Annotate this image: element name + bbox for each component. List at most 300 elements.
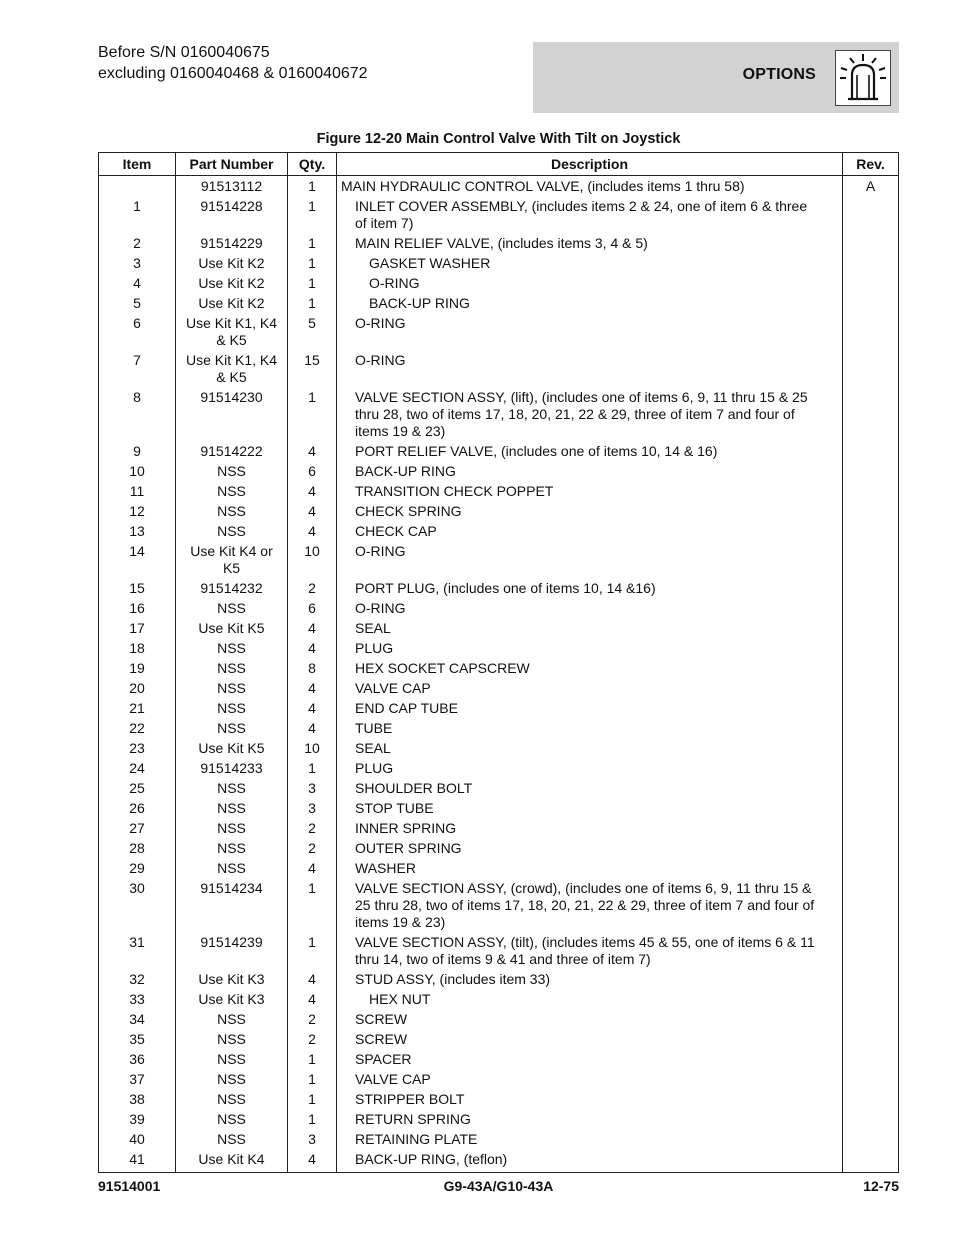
description-text: BACK-UP RING, (teflon) bbox=[355, 1150, 508, 1167]
table-row bbox=[99, 293, 899, 313]
cell-part-number: 91514233 bbox=[176, 758, 288, 778]
cell-item: 41 bbox=[99, 1149, 176, 1172]
cell-qty: 1 bbox=[288, 758, 337, 778]
cell-rev bbox=[843, 521, 899, 541]
cell-part-number: NSS bbox=[176, 638, 288, 658]
table-row bbox=[99, 233, 899, 253]
cell-qty: 1 bbox=[288, 1109, 337, 1129]
description-text: MAIN RELIEF VALVE, (includes items 3, 4 & 5) bbox=[355, 234, 648, 251]
cell-description bbox=[337, 253, 843, 273]
cell-part-number: NSS bbox=[176, 1109, 288, 1129]
cell-qty: 4 bbox=[288, 969, 337, 989]
table-row bbox=[99, 778, 899, 798]
description-text: SHOULDER BOLT bbox=[355, 779, 473, 796]
cell-item: 34 bbox=[99, 1009, 176, 1029]
cell-part-number: NSS bbox=[176, 481, 288, 501]
cell-rev bbox=[843, 196, 899, 233]
cell-item: 35 bbox=[99, 1029, 176, 1049]
cell-rev bbox=[843, 233, 899, 253]
cell-description bbox=[337, 233, 843, 253]
cell-item: 10 bbox=[99, 461, 176, 481]
cell-item: 14 bbox=[99, 541, 176, 578]
cell-description bbox=[337, 1149, 843, 1172]
cell-rev bbox=[843, 1049, 899, 1069]
table-row bbox=[99, 441, 899, 461]
cell-rev bbox=[843, 969, 899, 989]
cell-qty: 4 bbox=[288, 718, 337, 738]
table-row bbox=[99, 1029, 899, 1049]
description-text: VALVE SECTION ASSY, (lift), (includes one of items 6, 9, 11 thru 15 & 25 thru 28, two of items 17, 18, 20, 21, 22 & 29, three of item 7 and four of items 19 & 23) bbox=[355, 388, 808, 439]
cell-rev bbox=[843, 461, 899, 481]
cell-description bbox=[337, 196, 843, 233]
cell-description bbox=[337, 738, 843, 758]
table-row bbox=[99, 989, 899, 1009]
cell-item: 33 bbox=[99, 989, 176, 1009]
description-text: INLET COVER ASSEMBLY, (includes items 2 & 24, one of item 6 & three of item 7) bbox=[355, 197, 808, 231]
cell-part-number: NSS bbox=[176, 1089, 288, 1109]
cell-item: 2 bbox=[99, 233, 176, 253]
cell-description bbox=[337, 969, 843, 989]
cell-qty: 4 bbox=[288, 501, 337, 521]
cell-part-number: NSS bbox=[176, 1049, 288, 1069]
cell-part-number: Use Kit K2 bbox=[176, 273, 288, 293]
cell-qty: 4 bbox=[288, 638, 337, 658]
table-row bbox=[99, 481, 899, 501]
cell-part-number: NSS bbox=[176, 461, 288, 481]
cell-description bbox=[337, 387, 843, 441]
cell-qty: 1 bbox=[288, 196, 337, 233]
table-row bbox=[99, 541, 899, 578]
cell-part-number: 91514232 bbox=[176, 578, 288, 598]
cell-part-number: NSS bbox=[176, 521, 288, 541]
table-row bbox=[99, 1149, 899, 1172]
cell-part-number: Use Kit K5 bbox=[176, 738, 288, 758]
cell-qty: 1 bbox=[288, 176, 337, 197]
cell-part-number: 91514239 bbox=[176, 932, 288, 969]
cell-part-number: Use Kit K1, K4 & K5 bbox=[176, 350, 288, 387]
cell-rev bbox=[843, 738, 899, 758]
table-row bbox=[99, 798, 899, 818]
cell-item: 25 bbox=[99, 778, 176, 798]
table-row bbox=[99, 969, 899, 989]
table-row bbox=[99, 638, 899, 658]
cell-description bbox=[337, 878, 843, 932]
description-text: PORT PLUG, (includes one of items 10, 14 &16) bbox=[355, 579, 656, 596]
cell-item: 40 bbox=[99, 1129, 176, 1149]
cell-item: 8 bbox=[99, 387, 176, 441]
cell-description bbox=[337, 1009, 843, 1029]
description-text: STOP TUBE bbox=[355, 799, 434, 816]
cell-qty: 1 bbox=[288, 253, 337, 273]
cell-rev bbox=[843, 313, 899, 350]
cell-item: 38 bbox=[99, 1089, 176, 1109]
cell-part-number: NSS bbox=[176, 858, 288, 878]
table-row bbox=[99, 678, 899, 698]
description-text: VALVE CAP bbox=[355, 679, 431, 696]
description-text: PLUG bbox=[355, 639, 394, 656]
cell-qty: 1 bbox=[288, 293, 337, 313]
table-row bbox=[99, 521, 899, 541]
table-row bbox=[99, 273, 899, 293]
table-row bbox=[99, 878, 899, 932]
table-row bbox=[99, 1069, 899, 1089]
figure-title: Figure 12-20 Main Control Valve With Tilt on Joystick bbox=[316, 131, 681, 147]
cell-qty: 10 bbox=[288, 541, 337, 578]
cell-part-number: Use Kit K2 bbox=[176, 293, 288, 313]
table-row bbox=[99, 350, 899, 387]
cell-qty: 2 bbox=[288, 578, 337, 598]
cell-description bbox=[337, 501, 843, 521]
cell-rev bbox=[843, 1109, 899, 1129]
cell-description bbox=[337, 461, 843, 481]
cell-description bbox=[337, 932, 843, 969]
table-row bbox=[99, 313, 899, 350]
table-row bbox=[99, 658, 899, 678]
cell-description bbox=[337, 350, 843, 387]
cell-item: 27 bbox=[99, 818, 176, 838]
description-text: PORT RELIEF VALVE, (includes one of items 10, 14 & 16) bbox=[355, 442, 718, 459]
table-row bbox=[99, 253, 899, 273]
cell-rev bbox=[843, 481, 899, 501]
column-header-part-number: Part Number bbox=[176, 153, 288, 176]
description-text: O-RING bbox=[369, 274, 420, 291]
table-row bbox=[99, 387, 899, 441]
cell-rev bbox=[843, 658, 899, 678]
description-text: HEX NUT bbox=[369, 990, 431, 1007]
cell-description bbox=[337, 176, 843, 197]
parts-table bbox=[98, 152, 899, 1173]
cell-description bbox=[337, 598, 843, 618]
section-header bbox=[533, 42, 899, 113]
cell-rev bbox=[843, 858, 899, 878]
cell-qty: 3 bbox=[288, 798, 337, 818]
cell-part-number: Use Kit K4 or K5 bbox=[176, 541, 288, 578]
description-text: HEX SOCKET CAPSCREW bbox=[355, 659, 530, 676]
cell-item: 16 bbox=[99, 598, 176, 618]
cell-description bbox=[337, 1029, 843, 1049]
cell-rev bbox=[843, 501, 899, 521]
table-row bbox=[99, 718, 899, 738]
cell-item: 3 bbox=[99, 253, 176, 273]
cell-part-number: 91514222 bbox=[176, 441, 288, 461]
cell-description bbox=[337, 481, 843, 501]
cell-qty: 6 bbox=[288, 598, 337, 618]
description-text: INNER SPRING bbox=[355, 819, 457, 836]
cell-rev bbox=[843, 541, 899, 578]
table-row bbox=[99, 618, 899, 638]
cell-part-number: NSS bbox=[176, 1069, 288, 1089]
cell-description bbox=[337, 989, 843, 1009]
cell-qty: 1 bbox=[288, 387, 337, 441]
cell-part-number: 91514234 bbox=[176, 878, 288, 932]
cell-qty: 10 bbox=[288, 738, 337, 758]
cell-rev bbox=[843, 718, 899, 738]
serial-line-1: Before S/N 0160040675 bbox=[98, 44, 270, 61]
cell-description bbox=[337, 578, 843, 598]
description-text: GASKET WASHER bbox=[369, 254, 491, 271]
table-row bbox=[99, 1009, 899, 1029]
table-row bbox=[99, 1109, 899, 1129]
cell-rev bbox=[843, 1009, 899, 1029]
cell-part-number: NSS bbox=[176, 778, 288, 798]
cell-qty: 4 bbox=[288, 989, 337, 1009]
cell-qty: 8 bbox=[288, 658, 337, 678]
cell-qty: 6 bbox=[288, 461, 337, 481]
cell-qty: 2 bbox=[288, 1009, 337, 1029]
cell-item: 22 bbox=[99, 718, 176, 738]
cell-rev bbox=[843, 989, 899, 1009]
cell-qty: 4 bbox=[288, 858, 337, 878]
description-text: TRANSITION CHECK POPPET bbox=[355, 482, 554, 499]
description-text: END CAP TUBE bbox=[355, 699, 458, 716]
description-text: BACK-UP RING bbox=[369, 294, 470, 311]
cell-description bbox=[337, 758, 843, 778]
cell-description bbox=[337, 798, 843, 818]
cell-rev bbox=[843, 273, 899, 293]
cell-item: 12 bbox=[99, 501, 176, 521]
table-row bbox=[99, 838, 899, 858]
cell-qty: 1 bbox=[288, 273, 337, 293]
description-text: O-RING bbox=[355, 314, 406, 331]
description-text: SEAL bbox=[355, 619, 391, 636]
cell-part-number: NSS bbox=[176, 1129, 288, 1149]
cell-qty: 2 bbox=[288, 1029, 337, 1049]
description-text: VALVE CAP bbox=[355, 1070, 431, 1087]
table-row bbox=[99, 196, 899, 233]
description-text: TUBE bbox=[355, 719, 393, 736]
cell-qty: 4 bbox=[288, 1149, 337, 1172]
cell-part-number: NSS bbox=[176, 718, 288, 738]
cell-qty: 1 bbox=[288, 878, 337, 932]
description-text: BACK-UP RING bbox=[355, 462, 456, 479]
cell-description bbox=[337, 838, 843, 858]
description-text: CHECK SPRING bbox=[355, 502, 462, 519]
cell-qty: 4 bbox=[288, 678, 337, 698]
cell-part-number: Use Kit K2 bbox=[176, 253, 288, 273]
cell-item: 21 bbox=[99, 698, 176, 718]
parts-table-body bbox=[99, 176, 899, 1173]
cell-description bbox=[337, 1129, 843, 1149]
cell-item: 36 bbox=[99, 1049, 176, 1069]
cell-part-number: Use Kit K4 bbox=[176, 1149, 288, 1172]
cell-description bbox=[337, 698, 843, 718]
cell-part-number: NSS bbox=[176, 838, 288, 858]
cell-qty: 4 bbox=[288, 521, 337, 541]
cell-description bbox=[337, 1089, 843, 1109]
cell-qty: 2 bbox=[288, 818, 337, 838]
cell-qty: 2 bbox=[288, 838, 337, 858]
cell-description bbox=[337, 718, 843, 738]
description-text: CHECK CAP bbox=[355, 522, 437, 539]
footer-page-number: 12-75 bbox=[863, 1178, 899, 1194]
description-text: O-RING bbox=[355, 351, 406, 368]
cell-item: 30 bbox=[99, 878, 176, 932]
description-text: O-RING bbox=[355, 542, 406, 559]
cell-description bbox=[337, 1049, 843, 1069]
cell-item: 9 bbox=[99, 441, 176, 461]
table-row bbox=[99, 1089, 899, 1109]
cell-item: 13 bbox=[99, 521, 176, 541]
cell-item: 29 bbox=[99, 858, 176, 878]
cell-rev bbox=[843, 350, 899, 387]
description-text: STRIPPER BOLT bbox=[355, 1090, 465, 1107]
cell-qty: 15 bbox=[288, 350, 337, 387]
cell-item: 4 bbox=[99, 273, 176, 293]
cell-item: 17 bbox=[99, 618, 176, 638]
cell-part-number: Use Kit K3 bbox=[176, 969, 288, 989]
cell-item: 39 bbox=[99, 1109, 176, 1129]
serial-range-note bbox=[98, 42, 368, 84]
serial-line-2: excluding 0160040468 & 0160040672 bbox=[98, 65, 368, 82]
options-icon bbox=[835, 50, 891, 106]
cell-qty: 1 bbox=[288, 1089, 337, 1109]
cell-rev bbox=[843, 618, 899, 638]
cell-item: 5 bbox=[99, 293, 176, 313]
cell-rev bbox=[843, 578, 899, 598]
description-text: RETURN SPRING bbox=[355, 1110, 471, 1127]
cell-item: 1 bbox=[99, 196, 176, 233]
cell-description bbox=[337, 293, 843, 313]
cell-item: 23 bbox=[99, 738, 176, 758]
cell-qty: 3 bbox=[288, 778, 337, 798]
cell-item: 19 bbox=[99, 658, 176, 678]
cell-rev bbox=[843, 1129, 899, 1149]
table-row bbox=[99, 501, 899, 521]
cell-part-number: Use Kit K5 bbox=[176, 618, 288, 638]
table-header-row bbox=[99, 153, 899, 176]
cell-description bbox=[337, 658, 843, 678]
cell-description bbox=[337, 618, 843, 638]
cell-qty: 4 bbox=[288, 618, 337, 638]
description-text: STUD ASSY, (includes item 33) bbox=[355, 970, 551, 987]
cell-rev bbox=[843, 1069, 899, 1089]
cell-description bbox=[337, 1069, 843, 1089]
cell-item: 6 bbox=[99, 313, 176, 350]
cell-rev bbox=[843, 598, 899, 618]
table-row bbox=[99, 176, 899, 197]
cell-part-number: NSS bbox=[176, 1009, 288, 1029]
cell-part-number: 91513112 bbox=[176, 176, 288, 197]
cell-description bbox=[337, 521, 843, 541]
cell-qty: 3 bbox=[288, 1129, 337, 1149]
cell-rev bbox=[843, 778, 899, 798]
table-row bbox=[99, 698, 899, 718]
cell-rev bbox=[843, 441, 899, 461]
cell-item: 26 bbox=[99, 798, 176, 818]
cell-description bbox=[337, 441, 843, 461]
cell-item: 31 bbox=[99, 932, 176, 969]
cell-description bbox=[337, 541, 843, 578]
cell-part-number: 91514230 bbox=[176, 387, 288, 441]
cell-part-number: Use Kit K1, K4 & K5 bbox=[176, 313, 288, 350]
cell-part-number: NSS bbox=[176, 658, 288, 678]
cell-rev bbox=[843, 253, 899, 273]
column-header-rev: Rev. bbox=[843, 153, 899, 176]
cell-qty: 1 bbox=[288, 932, 337, 969]
cell-rev bbox=[843, 1029, 899, 1049]
cell-qty: 4 bbox=[288, 441, 337, 461]
cell-item: 28 bbox=[99, 838, 176, 858]
table-row bbox=[99, 598, 899, 618]
cell-item: 37 bbox=[99, 1069, 176, 1089]
cell-description bbox=[337, 678, 843, 698]
footer-model: G9-43A/G10-43A bbox=[443, 1178, 554, 1194]
cell-qty: 4 bbox=[288, 698, 337, 718]
cell-description bbox=[337, 858, 843, 878]
description-text: O-RING bbox=[355, 599, 406, 616]
cell-qty: 5 bbox=[288, 313, 337, 350]
cell-rev bbox=[843, 932, 899, 969]
cell-part-number: 91514229 bbox=[176, 233, 288, 253]
table-row bbox=[99, 758, 899, 778]
cell-item: 15 bbox=[99, 578, 176, 598]
table-row bbox=[99, 932, 899, 969]
cell-item bbox=[99, 176, 176, 197]
cell-item: 18 bbox=[99, 638, 176, 658]
cell-part-number: NSS bbox=[176, 598, 288, 618]
cell-description bbox=[337, 273, 843, 293]
cell-rev bbox=[843, 758, 899, 778]
cell-qty: 1 bbox=[288, 1049, 337, 1069]
cell-description bbox=[337, 313, 843, 350]
cell-part-number: NSS bbox=[176, 818, 288, 838]
description-text: VALVE SECTION ASSY, (tilt), (includes items 45 & 55, one of items 6 & 11 thru 14, two of items 9 & 41 and three of item 7) bbox=[355, 933, 815, 967]
cell-qty: 4 bbox=[288, 481, 337, 501]
footer-part-number: 91514001 bbox=[98, 1178, 161, 1194]
cell-part-number: NSS bbox=[176, 798, 288, 818]
cell-rev bbox=[843, 387, 899, 441]
cell-part-number: NSS bbox=[176, 1029, 288, 1049]
cell-rev bbox=[843, 838, 899, 858]
description-text: WASHER bbox=[355, 859, 416, 876]
section-label: OPTIONS bbox=[742, 66, 816, 83]
table-row bbox=[99, 1129, 899, 1149]
table-row bbox=[99, 578, 899, 598]
description-text: SCREW bbox=[355, 1010, 408, 1027]
cell-rev bbox=[843, 818, 899, 838]
description-text: OUTER SPRING bbox=[355, 839, 462, 856]
cell-item: 11 bbox=[99, 481, 176, 501]
cell-rev bbox=[843, 1089, 899, 1109]
table-row bbox=[99, 818, 899, 838]
cell-qty: 1 bbox=[288, 1069, 337, 1089]
cell-rev bbox=[843, 638, 899, 658]
description-text: MAIN HYDRAULIC CONTROL VALVE, (includes items 1 thru 58) bbox=[341, 177, 745, 194]
cell-item: 7 bbox=[99, 350, 176, 387]
description-text: VALVE SECTION ASSY, (crowd), (includes one of items 6, 9, 11 thru 15 & 25 thru 28, two of items 17, 18, 20, 21, 22 & 29, three of item 7 and four of items 19 & 23) bbox=[355, 879, 815, 930]
column-header-qty: Qty. bbox=[288, 153, 337, 176]
cell-description bbox=[337, 818, 843, 838]
cell-rev bbox=[843, 878, 899, 932]
description-text: RETAINING PLATE bbox=[355, 1130, 478, 1147]
cell-qty: 1 bbox=[288, 233, 337, 253]
cell-part-number: 91514228 bbox=[176, 196, 288, 233]
table-row bbox=[99, 858, 899, 878]
cell-rev bbox=[843, 678, 899, 698]
cell-part-number: NSS bbox=[176, 698, 288, 718]
cell-part-number: NSS bbox=[176, 501, 288, 521]
column-header-description: Description bbox=[337, 153, 843, 176]
cell-description bbox=[337, 1109, 843, 1129]
column-header-item: Item bbox=[99, 153, 176, 176]
cell-rev bbox=[843, 1149, 899, 1172]
cell-description bbox=[337, 638, 843, 658]
description-text: SPACER bbox=[355, 1050, 412, 1067]
cell-rev bbox=[843, 293, 899, 313]
cell-item: 24 bbox=[99, 758, 176, 778]
cell-item: 32 bbox=[99, 969, 176, 989]
cell-rev: A bbox=[843, 176, 899, 197]
